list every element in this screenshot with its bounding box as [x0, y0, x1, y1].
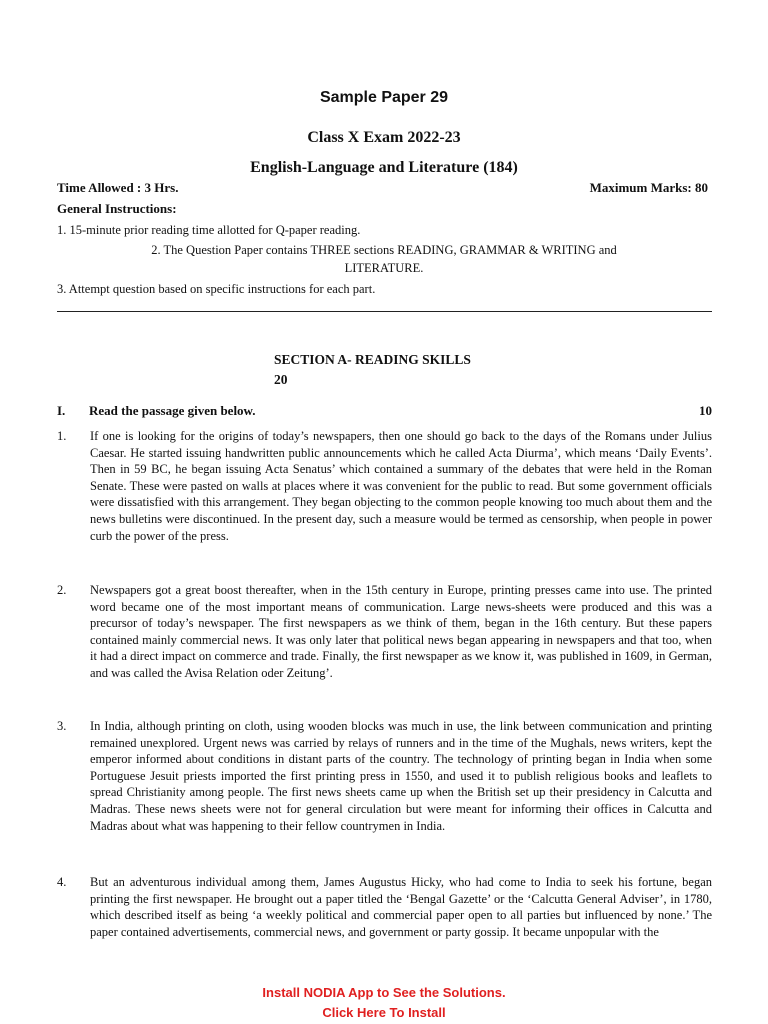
paragraph-3 [57, 718, 712, 834]
instruction-2-continued: LITERATURE. [344, 261, 424, 275]
time-allowed: Time Allowed : 3 Hrs. [57, 180, 179, 195]
install-app-link[interactable]: Install NODIA App to See the Solutions. [262, 985, 506, 1000]
question-marks: 10 [699, 403, 712, 418]
paragraph-text: But an adventurous individual among them, James Augustus Hicky, who had come to India to seek his fortune, began printing the first newspaper. He brought out a paper titled the ‘Bengal Gazette’ or the ‘Calcutta General Adviser’, in 1780, which described itself as being ‘a weekly political and commercial paper open to all parties but influenced by none.’ The paper contained advertisements, commercial news, and government or party gossip. It became unpopular with the [90, 875, 712, 939]
instruction-2: 2. The Question Paper contains THREE sections READING, GRAMMAR & WRITING and [151, 243, 617, 257]
question-text: Read the passage given below. [89, 403, 256, 418]
instruction-3: 3. Attempt question based on specific instructions for each part. [57, 282, 376, 296]
section-heading [274, 350, 471, 390]
subject-title: English-Language and Literature (184) [250, 159, 518, 176]
paper-title: Sample Paper 29 [319, 89, 449, 106]
paragraph-4 [57, 874, 712, 940]
paragraph-1 [57, 428, 712, 544]
divider [57, 311, 712, 312]
section-title: SECTION A- READING SKILLS [274, 352, 471, 367]
paragraph-number: 4. [57, 875, 67, 889]
paragraph-2 [57, 582, 712, 682]
paragraph-text: In India, although printing on cloth, using wooden blocks was much in use, the link between communication and printing remained unexplored. Urgent news was carried by relays of runners and in the time of the Mughals, news writers, kept the emperor informed about conditions in distant parts of the country. The technology of printing began in India when some Portuguese Jesuit priests imported the first printing press in 1550, and used it to publish religious books and leaflets to spread Christianity among people. The first news sheets came up when the British set up their presidency in Calcutta and Madras. These news sheets were not for general circulation but were meant for informing their offices in Calcutta and Madras about what was happening to their fellow countrymen in India. [90, 719, 712, 833]
paragraph-number: 3. [57, 719, 67, 733]
paragraph-text: Newspapers got a great boost thereafter, when in the 15th century in Europe, printing presses came into use. The printed word became one of the most important means of communication. Large news-sheets were produced and this was a precursor of today’s newspaper. The first newspapers as we think of them, began in the 16th century. But these papers contained mainly commercial news. It was only later that political news began appearing in newspapers and that too, when it had a direct impact on commerce and trade. Finally, the first newspaper as we know it, was published in 1609, in German, and was called the Avisa Relation oder Zeitung’. [90, 583, 712, 680]
paragraph-text: If one is looking for the origins of today’s newspapers, then one should go back to the days of the Romans under Julius Caesar. He started issuing handwritten public announcements which he called Acta Diurma’, which means ‘Daily Events’. Then in 59 BC, he began issuing Acta Senatus’ which contained a summary of the debates that were held in the Roman Senate. These were pasted on walls at places where it was convenient for the public to read. But some government officials were dissatisfied with this arrangement. They began objecting to the common people knowing too much about them and the news bulletins were discontinued. In the present day, such a measure would be termed as censorship, when people in power curb the power of the press. [90, 429, 712, 543]
instruction-1: 1. 15-minute prior reading time allotted for Q-paper reading. [57, 223, 361, 237]
click-to-install-link[interactable]: Click Here To Install [322, 1005, 446, 1020]
general-instructions-heading: General Instructions: [57, 201, 177, 216]
section-marks: 20 [274, 372, 288, 387]
exam-class: Class X Exam 2022-23 [307, 129, 461, 146]
question-number: I. [57, 403, 66, 418]
paragraph-number: 1. [57, 429, 67, 443]
maximum-marks: Maximum Marks: 80 [589, 180, 708, 195]
paragraph-number: 2. [57, 583, 67, 597]
